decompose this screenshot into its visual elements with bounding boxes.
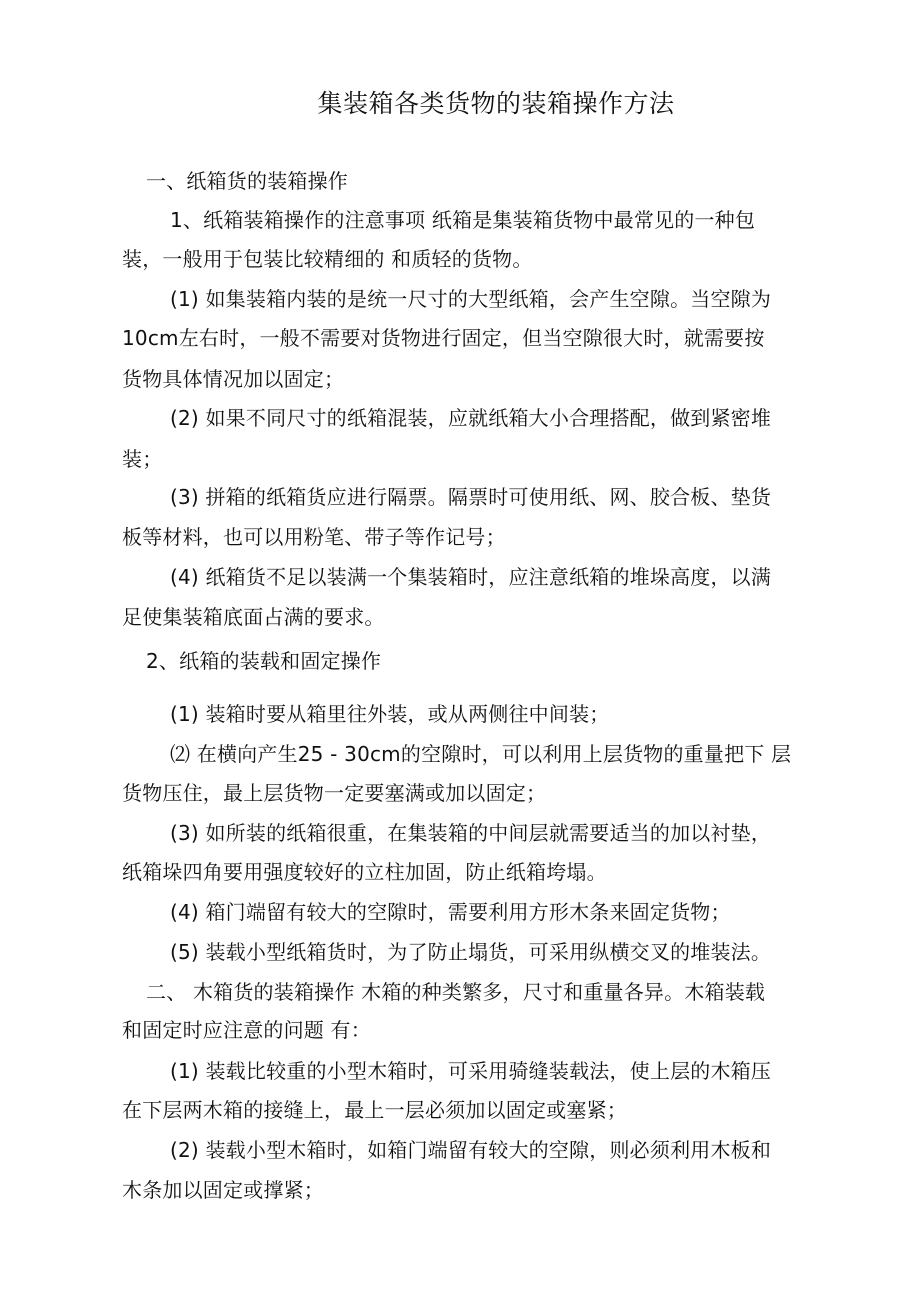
paragraph-line: 纸箱垛四角要用强度较好的立柱加固，防止纸箱垮塌。 <box>122 860 607 884</box>
paragraph-line: (5) 装载小型纸箱货时，为了防止塌货，可采用纵横交叉的堆装法。 <box>170 940 772 964</box>
paragraph-line: 装，一般用于包装比较精细的 和质轻的货物。 <box>122 247 533 271</box>
paragraph-line: (4) 箱门端留有较大的空隙时，需要利用方形木条来固定货物； <box>170 900 731 924</box>
document-title: 集装箱各类货物的装箱操作方法 <box>317 89 675 118</box>
paragraph-line: 板等材料，也可以用粉笔、带子等作记号； <box>122 525 506 549</box>
paragraph-line: (1) 装箱时要从箱里往外装，或从两侧往中间装； <box>170 702 610 726</box>
paragraph-line: 装； <box>122 447 163 471</box>
paragraph-line: 足使集装箱底面占满的要求。 <box>122 605 385 629</box>
paragraph-line: 木条加以固定或撑紧； <box>122 1178 324 1202</box>
paragraph-line: (1) 装载比较重的小型木箱时，可采用骑缝装载法，使上层的木箱压 <box>170 1059 772 1083</box>
paragraph-line: (3) 如所装的纸箱很重，在集装箱的中间层就需要适当的加以衬垫， <box>170 821 772 845</box>
paragraph-line: 和固定时应注意的问题 有： <box>122 1018 371 1042</box>
paragraph-line: (4) 纸箱货不足以装满一个集装箱时，应注意纸箱的堆垛高度，以满 <box>170 565 772 589</box>
paragraph-line: 货物具体情况加以固定； <box>122 367 345 391</box>
section-heading: 二、 木箱货的装箱操作 木箱的种类繁多，尺寸和重量各异。木箱装载 <box>146 980 766 1004</box>
paragraph-line: 在下层两木箱的接缝上，最上一层必须加以固定或塞紧； <box>122 1098 627 1122</box>
paragraph-line: (2) 如果不同尺寸的纸箱混装，应就纸箱大小合理搭配，做到紧密堆 <box>170 406 772 430</box>
paragraph-line: ⑵ 在横向产生25 - 30cm的空隙时，可以利用上层货物的重量把下 层 <box>170 742 792 766</box>
paragraph-line: 1、纸箱装箱操作的注意事项 纸箱是集装箱货物中最常见的一种包 <box>170 208 756 232</box>
paragraph-line: (1) 如集装箱内装的是统一尺寸的大型纸箱，会产生空隙。当空隙为 <box>170 287 772 311</box>
paragraph-line: (3) 拼箱的纸箱货应进行隔票。隔票时可使用纸、网、胶合板、垫货 <box>170 485 772 509</box>
paragraph-line: 货物压住，最上层货物一定要塞满或加以固定； <box>122 781 547 805</box>
paragraph-line: 10cm左右时，一般不需要对货物进行固定，但当空隙很大时，就需要按 <box>122 326 765 350</box>
paragraph-line: (2) 装载小型木箱时，如箱门端留有较大的空隙，则必须利用木板和 <box>170 1138 772 1162</box>
section-heading: 一、纸箱货的装箱操作 <box>146 169 348 193</box>
section-heading: 2、纸箱的装载和固定操作 <box>146 649 382 673</box>
